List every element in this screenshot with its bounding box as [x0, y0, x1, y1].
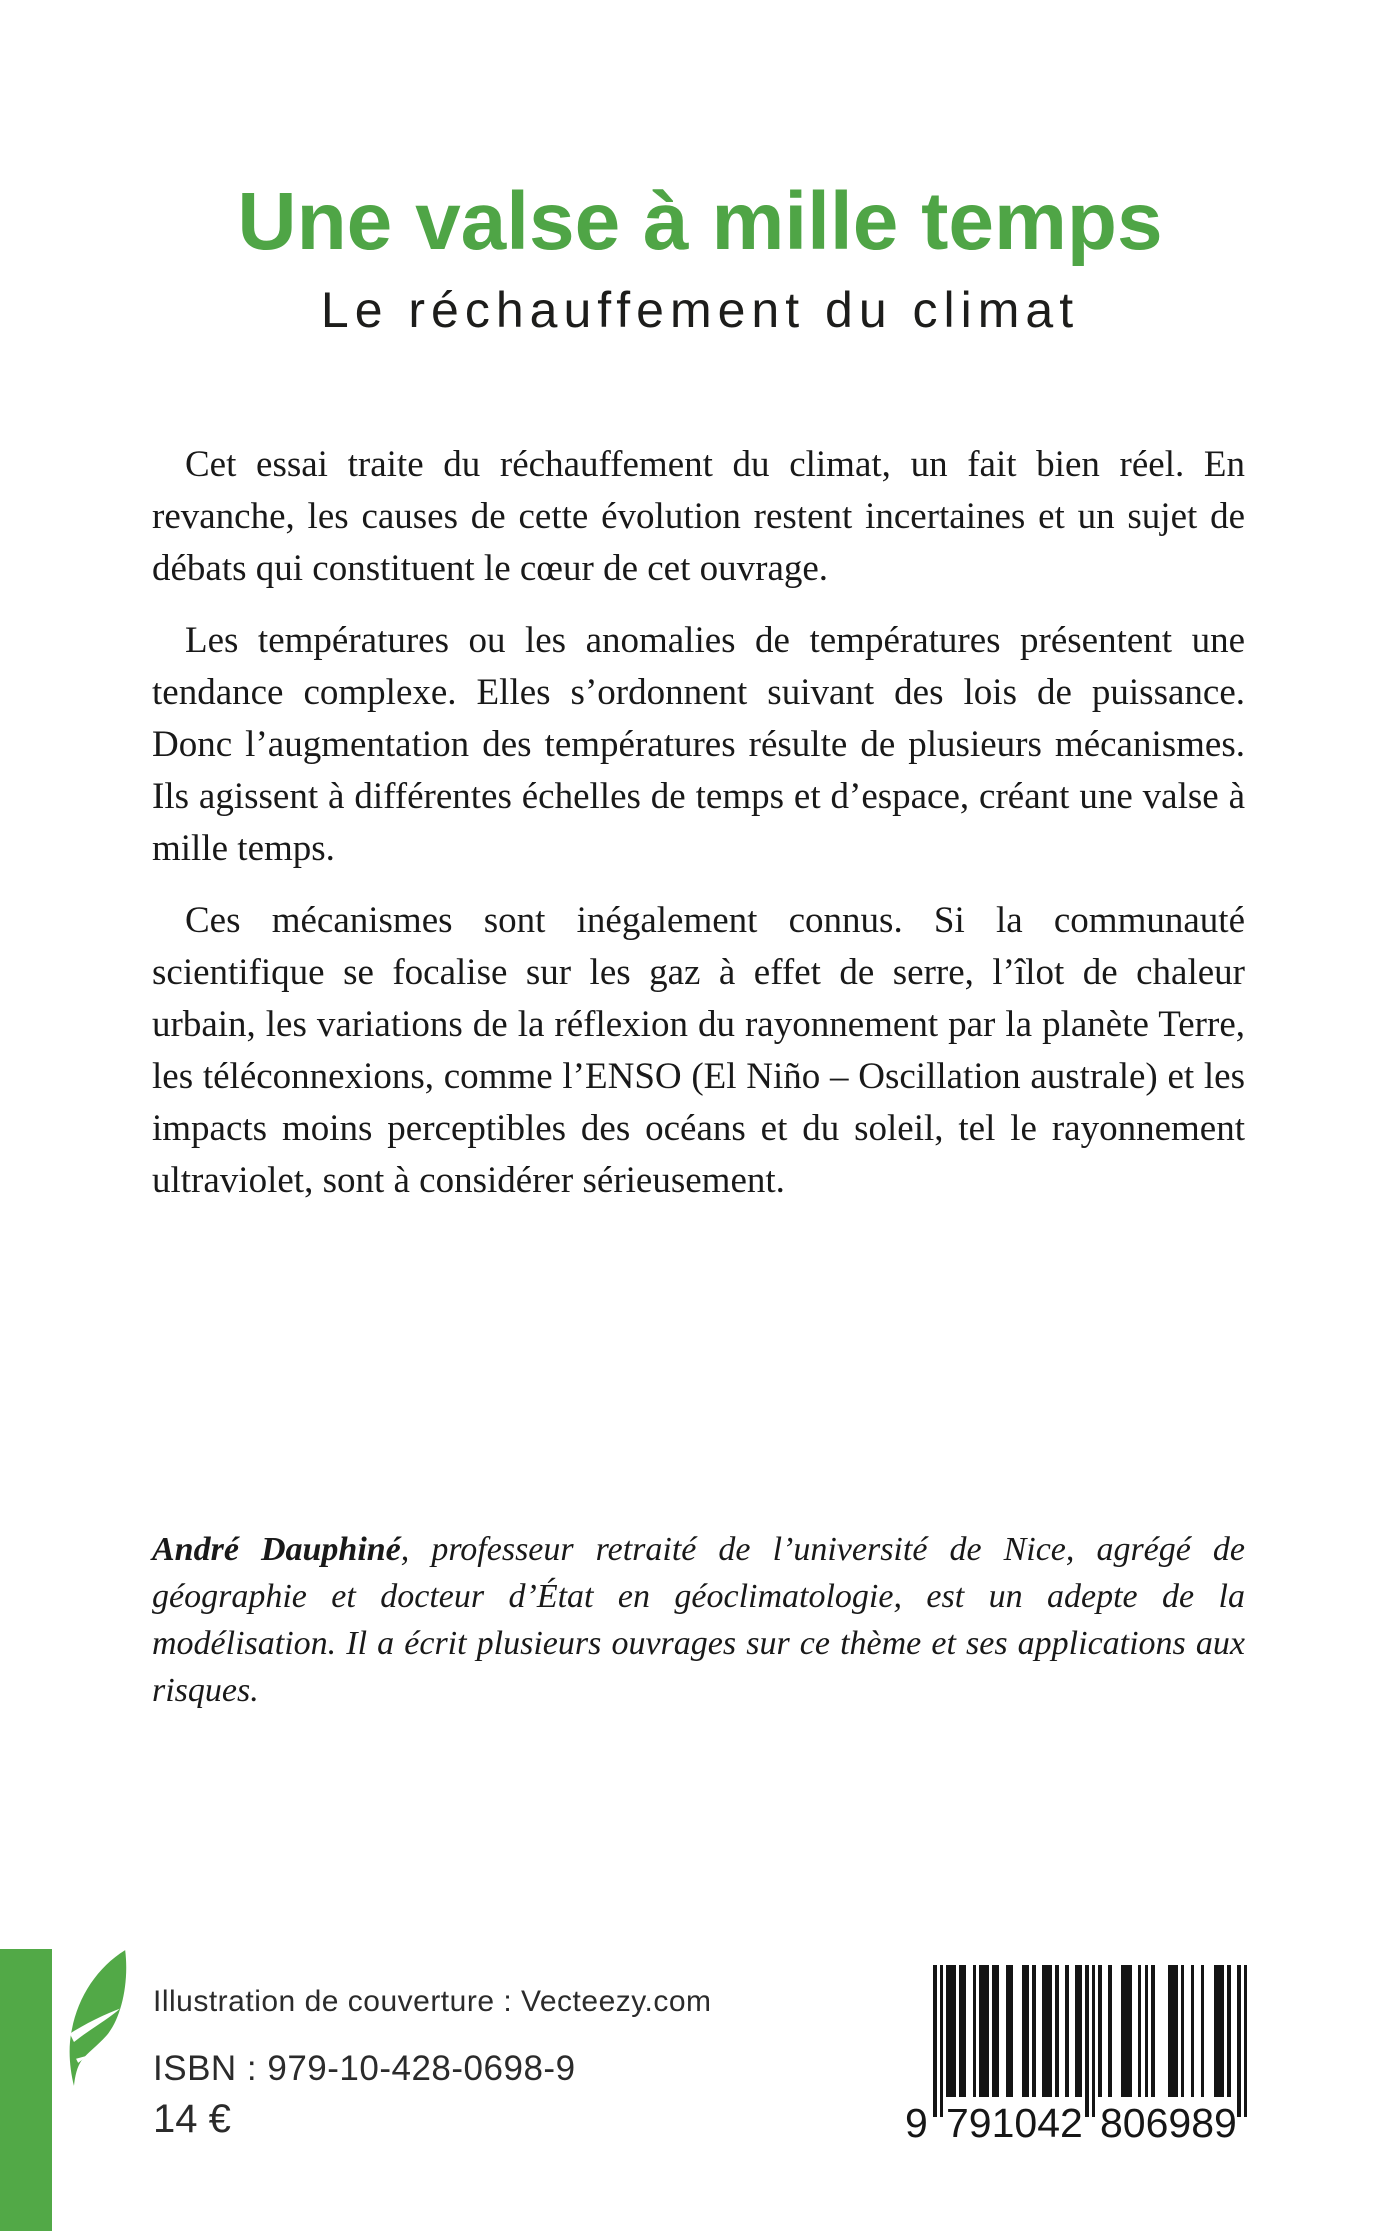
synopsis-paragraph-3: Ces mécanismes sont inégalement connus. Si la communauté scientifique se focalise sur les gaz à effet de serre, l’îlot de chaleur urbain, les variations de la réflexion du rayonnement par la planète Terre, les téléconnexions, comme l’ENSO (El Niño – Oscillation australe) et les impacts moins perceptibles des océans et du soleil, tel le rayonnement ultraviolet, sont à considérer sérieusement.	[152, 900, 1245, 1201]
price: 14 €	[153, 2097, 231, 2141]
cover-illustration-credit: Illustration de couverture : Vecteezy.com	[153, 1985, 712, 2018]
author-name: André Dauphiné	[152, 1531, 401, 1568]
book-subtitle: Le réchauffement du climat	[320, 281, 1080, 338]
synopsis	[152, 439, 1245, 1227]
ean13-barcode	[905, 1965, 1247, 2146]
barcode-bars	[933, 1965, 1247, 2117]
barcode-digits-left-group: 791042	[946, 2100, 1083, 2146]
author-bio-text: , professeur retraité de l’université de Nice, agrégé de géographie et docteur d’État en géoclimatologie, est un adepte de la modélisation. Il a écrit plusieurs ouvrages sur ce thème et ses applications aux risques.	[152, 1531, 1245, 1709]
spine-accent-bar	[0, 1949, 52, 2231]
barcode-digits-right-group: 806989	[1100, 2100, 1237, 2146]
isbn-number: ISBN : 979-10-428-0698-9	[153, 2049, 576, 2088]
barcode-digit-lead: 9	[905, 2100, 928, 2146]
author-bio	[152, 1526, 1245, 1714]
synopsis-paragraph-2: Les températures ou les anomalies de températures présentent une tendance complexe. Elles s’ordonnent suivant des lois de puissance. Donc l’augmentation des températures résulte de plusieurs mécanismes. Ils agissent à différentes échelles de temps et d’espace, créant une valse à mille temps.	[152, 620, 1245, 869]
book-title: Une valse à mille temps	[237, 175, 1163, 267]
publisher-quill-icon	[64, 1948, 132, 2088]
synopsis-paragraph-1: Cet essai traite du réchauffement du climat, un fait bien réel. En revanche, les causes de cette évolution restent incertaines et un sujet de débats qui constituent le cœur de cet ouvrage.	[152, 444, 1245, 589]
